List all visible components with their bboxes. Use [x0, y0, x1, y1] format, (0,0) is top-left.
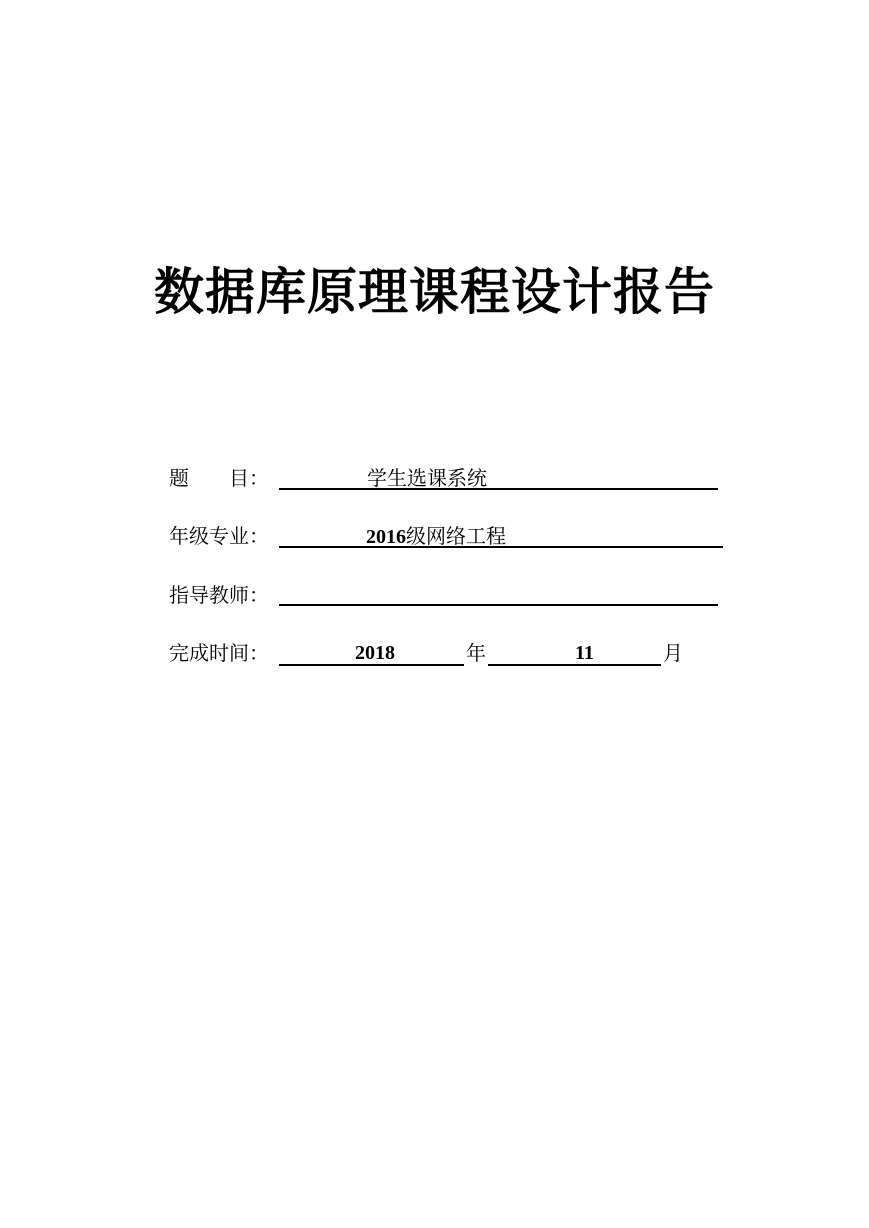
month-underline — [488, 664, 661, 666]
grade-major-label: 年级专业： — [169, 524, 269, 548]
advisor-label: 指导教师： — [169, 583, 269, 607]
completion-year: 2018 — [355, 642, 395, 664]
advisor-underline — [279, 604, 718, 606]
grade-year: 2016 — [366, 526, 406, 548]
grade-major-underline — [279, 546, 723, 548]
year-unit: 年 — [466, 641, 486, 665]
topic-label: 题 目： — [169, 466, 269, 490]
topic-underline — [279, 488, 718, 490]
completion-month: 11 — [575, 642, 594, 664]
report-title: 数据库原理课程设计报告 — [154, 263, 715, 321]
month-unit: 月 — [663, 641, 683, 665]
topic-value: 学生选课系统 — [367, 466, 487, 490]
completion-label: 完成时间： — [169, 641, 269, 665]
major-name: 级网络工程 — [406, 524, 506, 548]
year-underline — [279, 664, 464, 666]
